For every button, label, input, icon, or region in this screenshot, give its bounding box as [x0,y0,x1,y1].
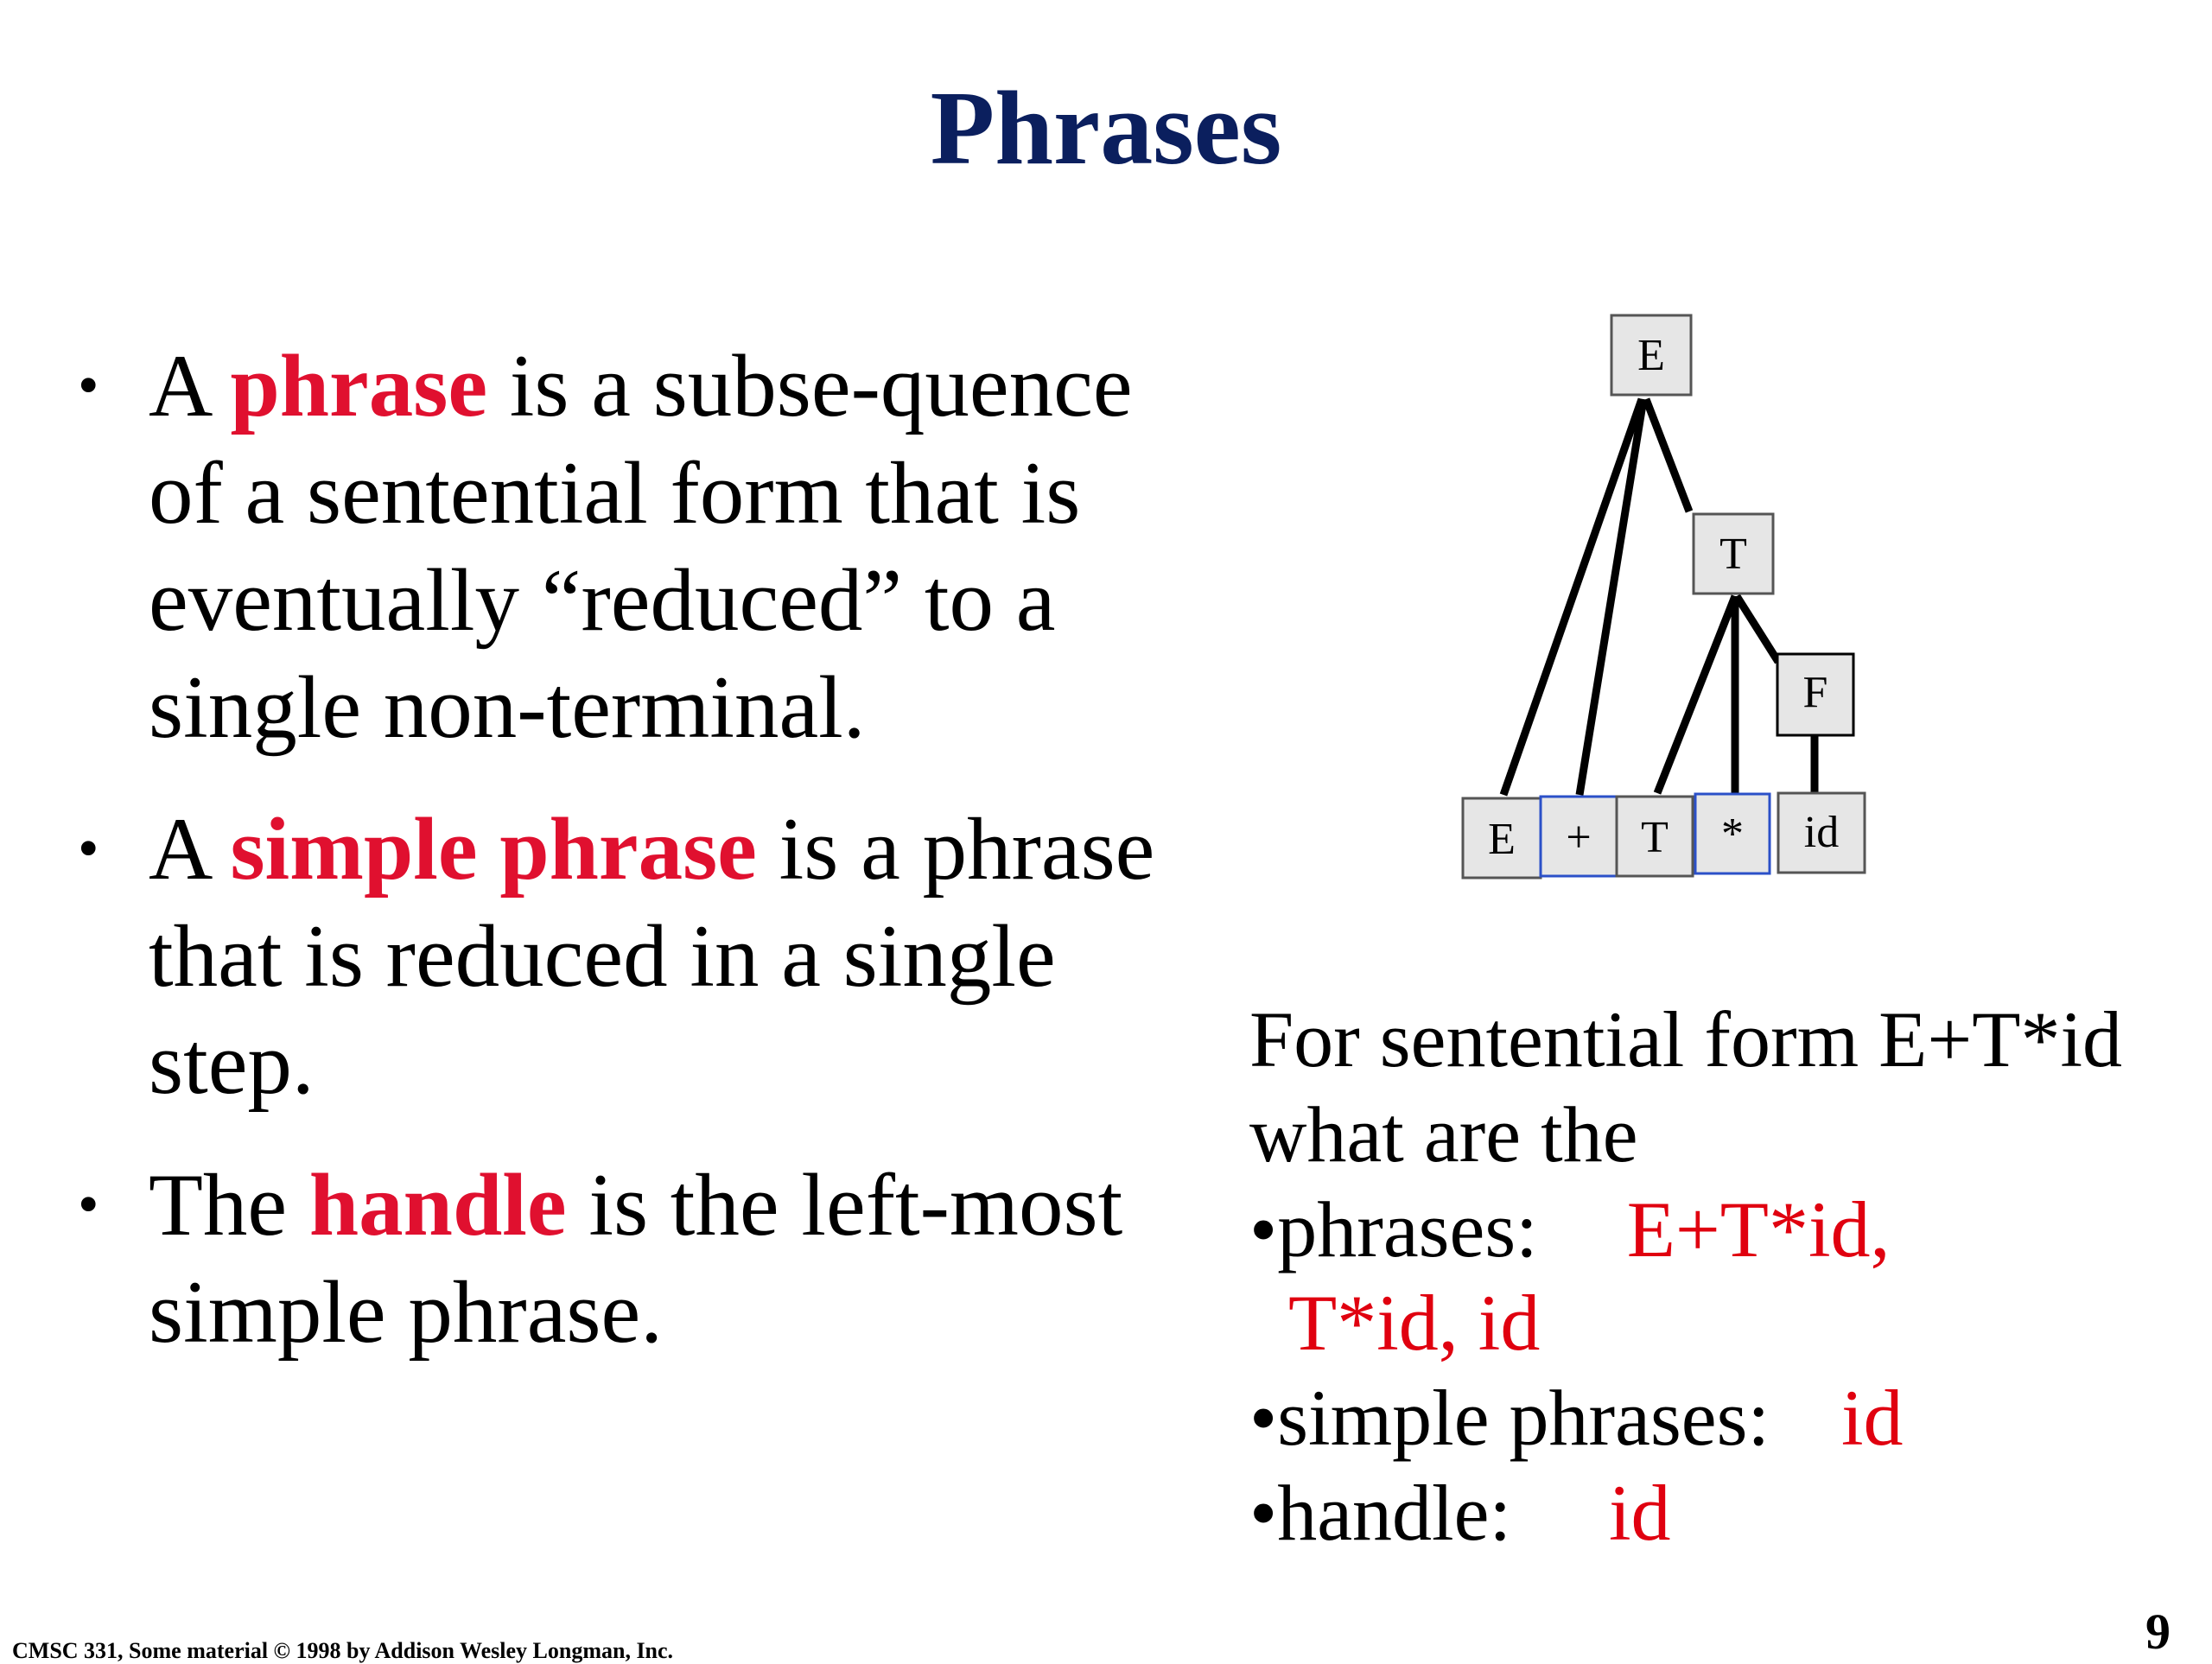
edge-root-to-leaf-e [1503,399,1642,795]
leaf-plus-label: + [1566,813,1592,862]
bullet-dot: • [78,1172,99,1238]
handle-label: •handle: [1249,1469,1511,1557]
phrases-answer: E+T*id, [1626,1185,1891,1273]
question-intro: For sentential form E+T*id what are the [1249,995,2123,1178]
bullet-text-post: is the left-most simple phrase. [149,1156,1123,1362]
node-f-label: F [1802,668,1828,717]
edge-t-to-f [1737,596,1778,662]
question-block [1249,992,2157,1560]
simple-phrases-answer: id [1841,1374,1904,1462]
node-t-label: T [1719,530,1747,579]
keyword-phrase: phrase [230,337,488,435]
bullet-dot: • [78,816,99,882]
leaf-id-label: id [1803,808,1840,857]
simple-phrases-line [1249,1370,2157,1465]
leaf-t-label: T [1641,813,1669,862]
tree-edges [1503,399,1815,795]
phrases-answer-continued: T*id, id [1288,1279,1541,1367]
handle-answer: id [1609,1469,1671,1557]
page-number: 9 [2145,1604,2171,1660]
phrases-label: •phrases: [1249,1185,1538,1273]
slide-title: Phrases [930,70,1282,187]
bullet-text-post: is a subse-quence of a sentential form that is eventually “reduced” to a single non-terminal. [149,337,1133,757]
keyword-handle: handle [308,1156,567,1254]
edge-t-to-leaf-t [1657,596,1735,793]
simple-phrases-label: •simple phrases: [1249,1374,1770,1462]
handle-line [1249,1465,2157,1560]
leaf-star-label: * [1721,810,1744,859]
tree-nodes [1463,315,1865,878]
bullet-text-pre: The [149,1156,309,1254]
footer-credit: CMSC 331, Some material © 1998 by Addison Wesley Longman, Inc. [12,1638,674,1663]
keyword-simple-phrase: simple phrase [230,800,757,899]
node-root-label: E [1637,331,1665,380]
phrases-line [1249,1182,2157,1277]
bullet-text-pre: A [149,800,231,899]
bullet-dot: • [78,352,99,419]
edge-root-to-leaf-plus [1580,399,1643,795]
leaf-e-label: E [1488,815,1516,864]
bullet-text-post: is a phrase that is reduced in a single step. [149,800,1155,1113]
edge-root-to-t [1646,399,1689,511]
bullet-text-pre: A [149,337,231,435]
